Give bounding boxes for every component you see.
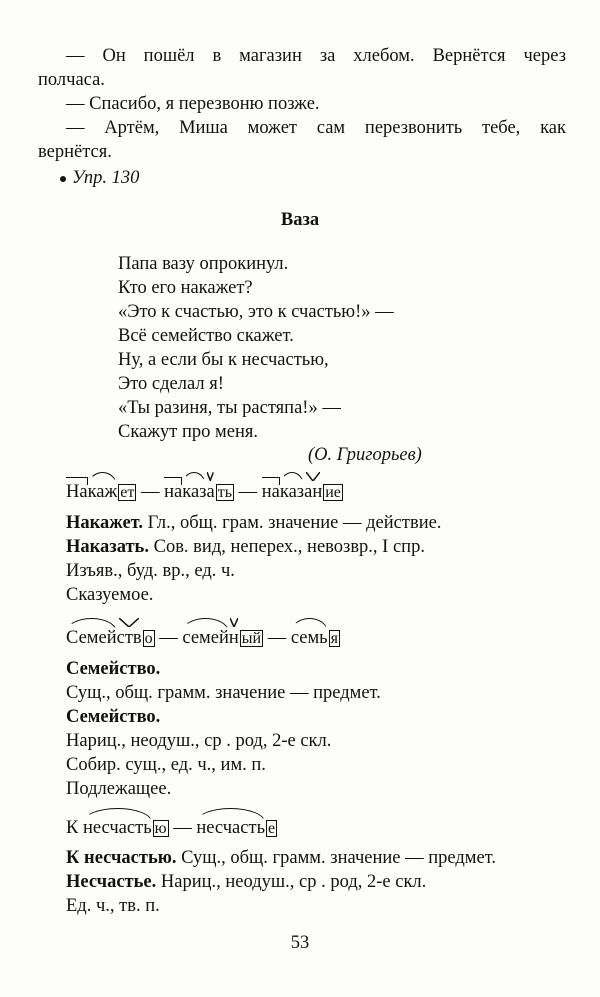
analysis-text: Гл., общ. грам. значение — действие.: [147, 513, 442, 533]
ending-box: о: [144, 630, 153, 647]
dash: —: [159, 628, 178, 648]
analysis-text: Нариц., неодуш., ср . род, 2-е скл.: [160, 872, 427, 892]
analysis-term: Накажет.: [66, 513, 143, 533]
analysis-line: [66, 511, 441, 535]
poem-line: Всё семейство скажет.: [118, 326, 294, 346]
root-mark: каз: [279, 482, 305, 502]
poem-line: Кто его накажет?: [118, 278, 253, 298]
prefix-mark: На: [66, 482, 88, 502]
morpheme-parse-nakazhet: [66, 480, 343, 504]
morpheme-parse-semeystvo: [66, 626, 340, 650]
root-mark: несчасть: [82, 818, 152, 838]
analysis-term: Семейство.: [66, 707, 161, 727]
poem-author: (О. Григорьев): [308, 445, 422, 465]
dash: —: [173, 818, 192, 838]
ending-box: ый: [241, 630, 262, 647]
analysis-line: Сказуемое.: [66, 585, 154, 605]
ending-box: ие: [325, 484, 341, 501]
dialogue-line-3: — Артём, Миша может сам перезвонить тебе, как: [66, 118, 566, 138]
analysis-term: К несчастью.: [66, 848, 177, 868]
analysis-line: Ед. ч., тв. п.: [66, 896, 160, 916]
dialogue-line-1: — Он пошёл в магазин за хлебом. Вернётся через: [66, 46, 566, 66]
ending-box: я: [330, 630, 338, 647]
dialogue-line-1-cont: полчаса.: [38, 70, 105, 90]
analysis-text: Сущ., общ. грамм. значение — предмет.: [181, 848, 496, 868]
root-mark: семь: [290, 628, 328, 648]
root-mark: Семей: [66, 628, 117, 648]
suffix-mark: н: [228, 628, 239, 648]
analysis-line: Изъяв., буд. вр., ед. ч.: [66, 561, 235, 581]
root-mark: каз: [182, 482, 207, 502]
analysis-term: Наказать.: [66, 537, 149, 557]
dash: —: [238, 482, 258, 502]
analysis-term: Семейство.: [66, 659, 161, 679]
analysis-line: Сущ., общ. грамм. значение — предмет.: [66, 683, 381, 703]
ending-box: е: [268, 820, 276, 837]
suffix-mark: ств: [116, 628, 142, 648]
poem-line: Это сделал я!: [118, 374, 224, 394]
poem-line: «Ты разиня, ты растяпа!» —: [118, 398, 341, 418]
analysis-line: Собир. сущ., ед. ч., им. п.: [66, 755, 266, 775]
suffix-mark: а: [206, 482, 215, 502]
poem-line: Ну, а если бы к несчастью,: [118, 350, 329, 370]
ending-box: ет: [120, 484, 135, 501]
dash: —: [141, 482, 160, 502]
root-mark: каж: [87, 482, 118, 502]
analysis-line: [66, 535, 425, 559]
analysis-line: [66, 870, 426, 894]
analysis-term: Несчастье.: [66, 872, 157, 892]
morpheme-parse-neschastye: [66, 816, 277, 840]
prefix-mark: на: [164, 482, 183, 502]
dialogue-line-2: — Спасибо, я перезвоню позже.: [66, 94, 320, 114]
analysis-line: Нариц., неодуш., ср . род, 2-е скл.: [66, 731, 332, 751]
exercise-ref: [60, 166, 139, 190]
ending-box: ть: [217, 484, 232, 501]
exercise-label: Упр. 130: [72, 168, 140, 188]
dialogue-line-3-cont: вернётся.: [38, 142, 112, 162]
root-mark: несчасть: [196, 818, 266, 838]
suffix-mark: ан: [304, 482, 323, 502]
poem-line: Папа вазу опрокинул.: [118, 254, 289, 274]
prefix-mark: на: [261, 482, 280, 502]
analysis-text: Сов. вид, неперех., невозвр., I спр.: [153, 537, 425, 557]
analysis-line: [66, 846, 496, 870]
bullet-icon: [60, 176, 66, 182]
poem-line: Скажут про меня.: [118, 422, 258, 442]
dash: —: [267, 628, 287, 648]
root-mark: семей: [182, 628, 229, 648]
poem-title: Ваза: [280, 210, 320, 230]
page-number: 53: [290, 933, 310, 953]
preposition: К: [66, 818, 79, 838]
analysis-line: Подлежащее.: [66, 779, 172, 799]
ending-box: ю: [154, 820, 167, 837]
poem-line: «Это к счастью, это к счастью!» —: [118, 302, 394, 322]
